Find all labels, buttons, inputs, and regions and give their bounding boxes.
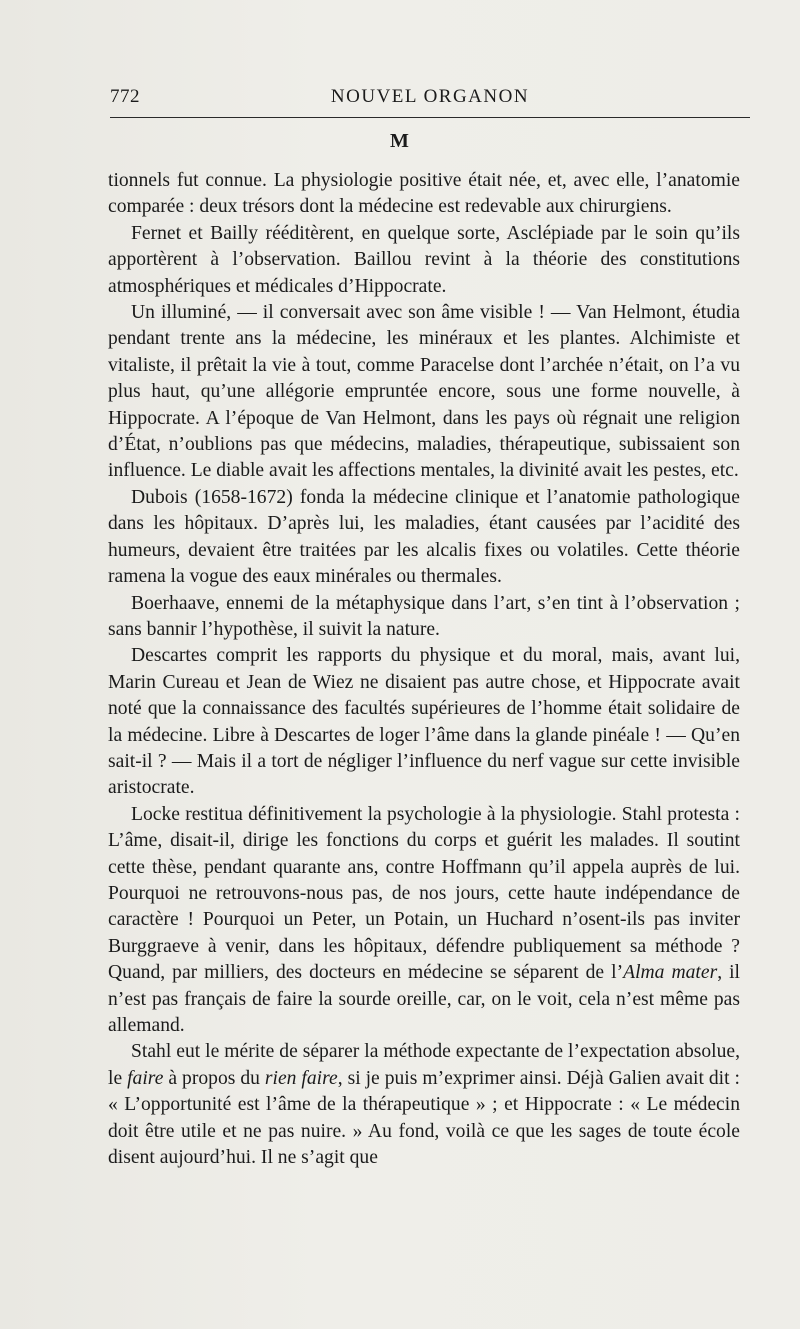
paragraph-text: Boerhaave, ennemi de la métaphysique dans l’art, s’en tint à l’observation ; sans bannir l’hypothèse, il suivit la nature. bbox=[108, 592, 740, 640]
paragraph-text: Fernet et Bailly rééditèrent, en quelque sorte, Asclépiade par le soin qu’ils apportèrent à l’observation. Baillou revint à la théorie des constitutions atmosphériques et médicales d’Hippocrate. bbox=[108, 222, 740, 297]
paragraph-text: Locke restitua définitivement la psychologie à la physiologie. Stahl protesta : L’âme, disait-il, dirige les fonctions du corps et guérit les malades. Il soutint cette thèse, pendant quarante ans, contre Hoffmann qu’il appela auprès de lui. Pourquoi ne retrouvons-nous pas, de nos jours, cette haute indépendance de caractère ! Pourquoi un Peter, un Potain, un Huchard n’osent-ils pas inviter Burggraeve à venir, dans les hôpitaux, défendre publiquement sa méthode ? Quand, par milliers, des docteurs en médecine se séparent de l’ bbox=[108, 803, 740, 984]
italic-text: faire bbox=[127, 1067, 164, 1089]
paragraph bbox=[108, 802, 740, 1040]
paragraph bbox=[108, 168, 740, 221]
paragraph-text: Stahl eut le mérite de séparer la méthode expectante de l’expectation absolue, le bbox=[108, 1041, 740, 1089]
paragraph bbox=[108, 300, 740, 485]
section-letter: M bbox=[390, 130, 410, 152]
body-text bbox=[108, 168, 740, 1171]
paragraph-text: tionnels fut connue. La physiologie positive était née, et, avec elle, l’anatomie comparée : deux trésors dont la médecine est redevable aux chirurgiens. bbox=[108, 170, 740, 218]
page-header bbox=[110, 86, 750, 114]
running-title: NOUVEL ORGANON bbox=[330, 86, 530, 107]
paragraph bbox=[108, 643, 740, 801]
header-rule bbox=[110, 117, 750, 118]
page-number: 772 bbox=[110, 86, 140, 107]
paragraph bbox=[108, 1039, 740, 1171]
paragraph-text: Un illuminé, — il conversait avec son âme visible ! — Van Helmont, étudia pendant trente ans la médecine, les minéraux et les plantes. Alchimiste et vitaliste, il prêtait la vie à tout, comme Paracelse dont l’archée n’était, on l’a vu plus haut, qu’une allégorie empruntée encore, sous une forme nouvelle, à Hippocrate. A l’époque de Van Helmont, dans les pays où régnait une religion d’État, n’oublions pas que médecins, maladies, thérapeutique, subissaient son influence. Le diable avait les affections mentales, la divinité avait les pestes, etc. bbox=[108, 302, 740, 482]
paragraph bbox=[108, 485, 740, 591]
paragraph-text: , si je puis m’exprimer ainsi. Déjà Galien avait dit : « L’opportunité est l’âme de la thérapeutique » ; et Hippocrate : « Le médecin doit être utile et ne pas nuire. » Au fond, voilà ce que les sages de toute école disent aujourd’hui. Il ne s’agit que bbox=[108, 1067, 740, 1169]
paragraph-text: à propos du bbox=[163, 1067, 265, 1089]
paragraph bbox=[108, 591, 740, 644]
paragraph-text: , il n’est pas français de faire la sourde oreille, car, on le voit, cela n’est même pas allemand. bbox=[108, 962, 740, 1036]
paragraph-text: Dubois (1658-1672) fonda la médecine clinique et l’anatomie pathologique dans les hôpitaux. D’après lui, les maladies, étant causées par l’acidité des humeurs, devaient être traitées par les alcalis fixes ou volatiles. Cette théorie ramena la vogue des eaux minérales ou thermales. bbox=[108, 486, 740, 588]
italic-text: rien faire bbox=[264, 1067, 338, 1089]
italic-text: Alma mater bbox=[623, 962, 718, 984]
paragraph-text: Descartes comprit les rapports du physique et du moral, mais, avant lui, Marin Cureau et Jean de Wiez ne disaient pas autre chose, et Hippocrate avait noté que la connaissance des facultés supérieures de l’homme était solidaire de la médecine. Libre à Descartes de loger l’âme dans la glande pinéale ! — Qu’en sait-il ? — Mais il a tort de négliger l’influence du nerf vague sur cette invisible aristocrate. bbox=[108, 645, 740, 799]
paragraph bbox=[108, 221, 740, 300]
